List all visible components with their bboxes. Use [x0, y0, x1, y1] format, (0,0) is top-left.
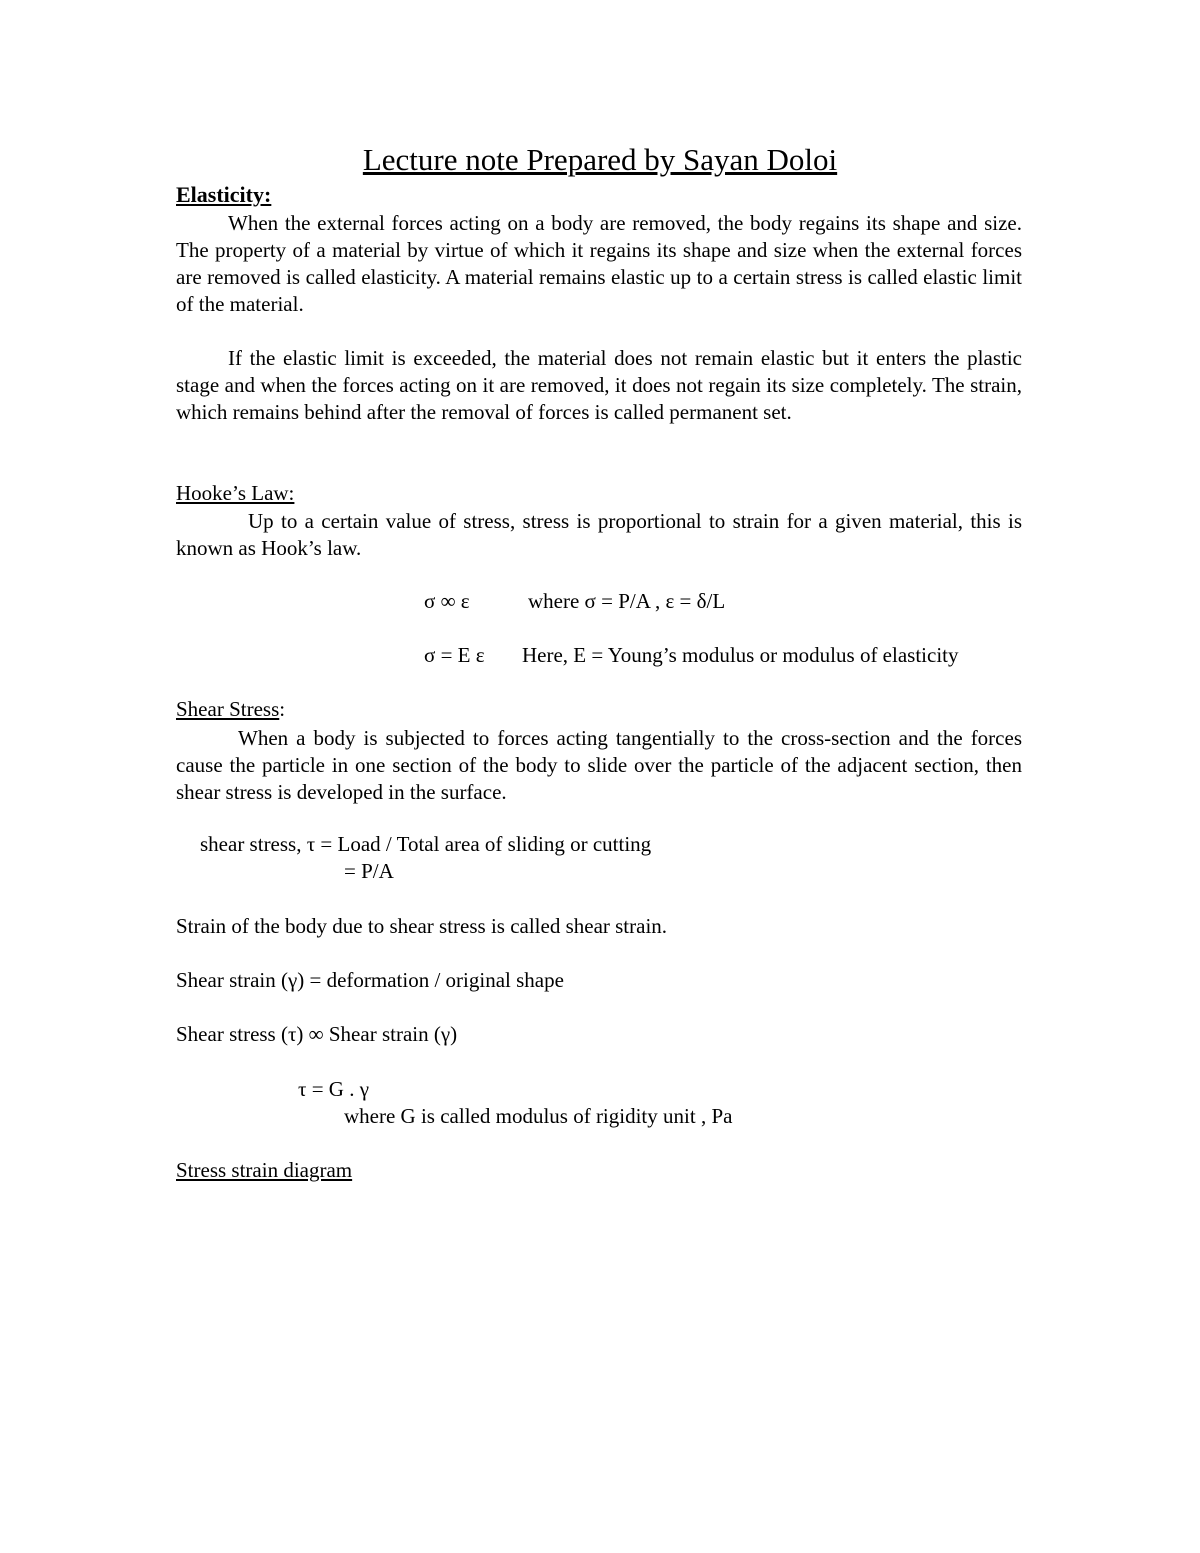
elasticity-paragraph-1 — [176, 210, 1022, 318]
elasticity-paragraph-2-text: If the elastic limit is exceeded, the material does not remain elastic but it enters the plastic stage and when the forces acting on it are removed, it does not regain its size completely. The strain, which remains behind after the removal of forces is called permanent set. — [176, 346, 1022, 424]
hookes-law-paragraph — [176, 508, 1022, 562]
shear-proportionality: Shear stress (τ) ∞ Shear strain (γ) — [176, 1022, 458, 1046]
stress-strain-diagram-heading: Stress strain diagram — [176, 1158, 353, 1182]
hookes-eq-1-right: where σ = P/A , ε = δ/L — [528, 589, 726, 613]
elasticity-paragraph-2 — [176, 345, 1022, 426]
shear-stress-paragraph — [176, 725, 1022, 806]
hookes-eq-2-right: Here, E = Young’s modulus or modulus of elasticity — [522, 643, 959, 667]
shear-stress-eq-1: shear stress, τ = Load / Total area of sliding or cutting — [200, 832, 652, 856]
shear-stress-heading — [176, 697, 285, 722]
hookes-law-heading: Hooke’s Law: — [176, 481, 295, 505]
hookes-eq-1-left: σ ∞ ε — [424, 589, 470, 613]
shear-stress-heading-colon: : — [279, 697, 286, 721]
elasticity-heading: Elasticity: — [176, 182, 272, 207]
shear-stress-eq-2: = P/A — [344, 859, 394, 883]
page-title: Lecture note Prepared by Sayan Doloi — [362, 142, 838, 177]
shear-strain-sentence: Strain of the body due to shear stress is called shear strain. — [176, 914, 668, 938]
modulus-of-rigidity-eq: τ = G . γ — [298, 1077, 369, 1101]
hookes-law-paragraph-text: Up to a certain value of stress, stress is proportional to strain for a given material, this is known as Hook’s law. — [176, 509, 1022, 560]
elasticity-paragraph-1-text: When the external forces acting on a body are removed, the body regains its shape and size. The property of a material by virtue of which it regains its shape and size when the external forces are removed is called elasticity. A material remains elastic up to a certain stress is called elastic limit of the material. — [176, 211, 1022, 316]
shear-stress-paragraph-text: When a body is subjected to forces acting tangentially to the cross-section and the forces cause the particle in one section of the body to slide over the particle of the adjacent section, then shear stress is developed in the surface. — [176, 726, 1022, 804]
modulus-of-rigidity-note: where G is called modulus of rigidity unit , Pa — [344, 1104, 733, 1128]
hookes-eq-2-left: σ = E ε — [424, 643, 485, 667]
shear-strain-definition: Shear strain (γ) = deformation / original shape — [176, 968, 564, 992]
shear-stress-heading-text: Shear Stress — [176, 697, 280, 721]
